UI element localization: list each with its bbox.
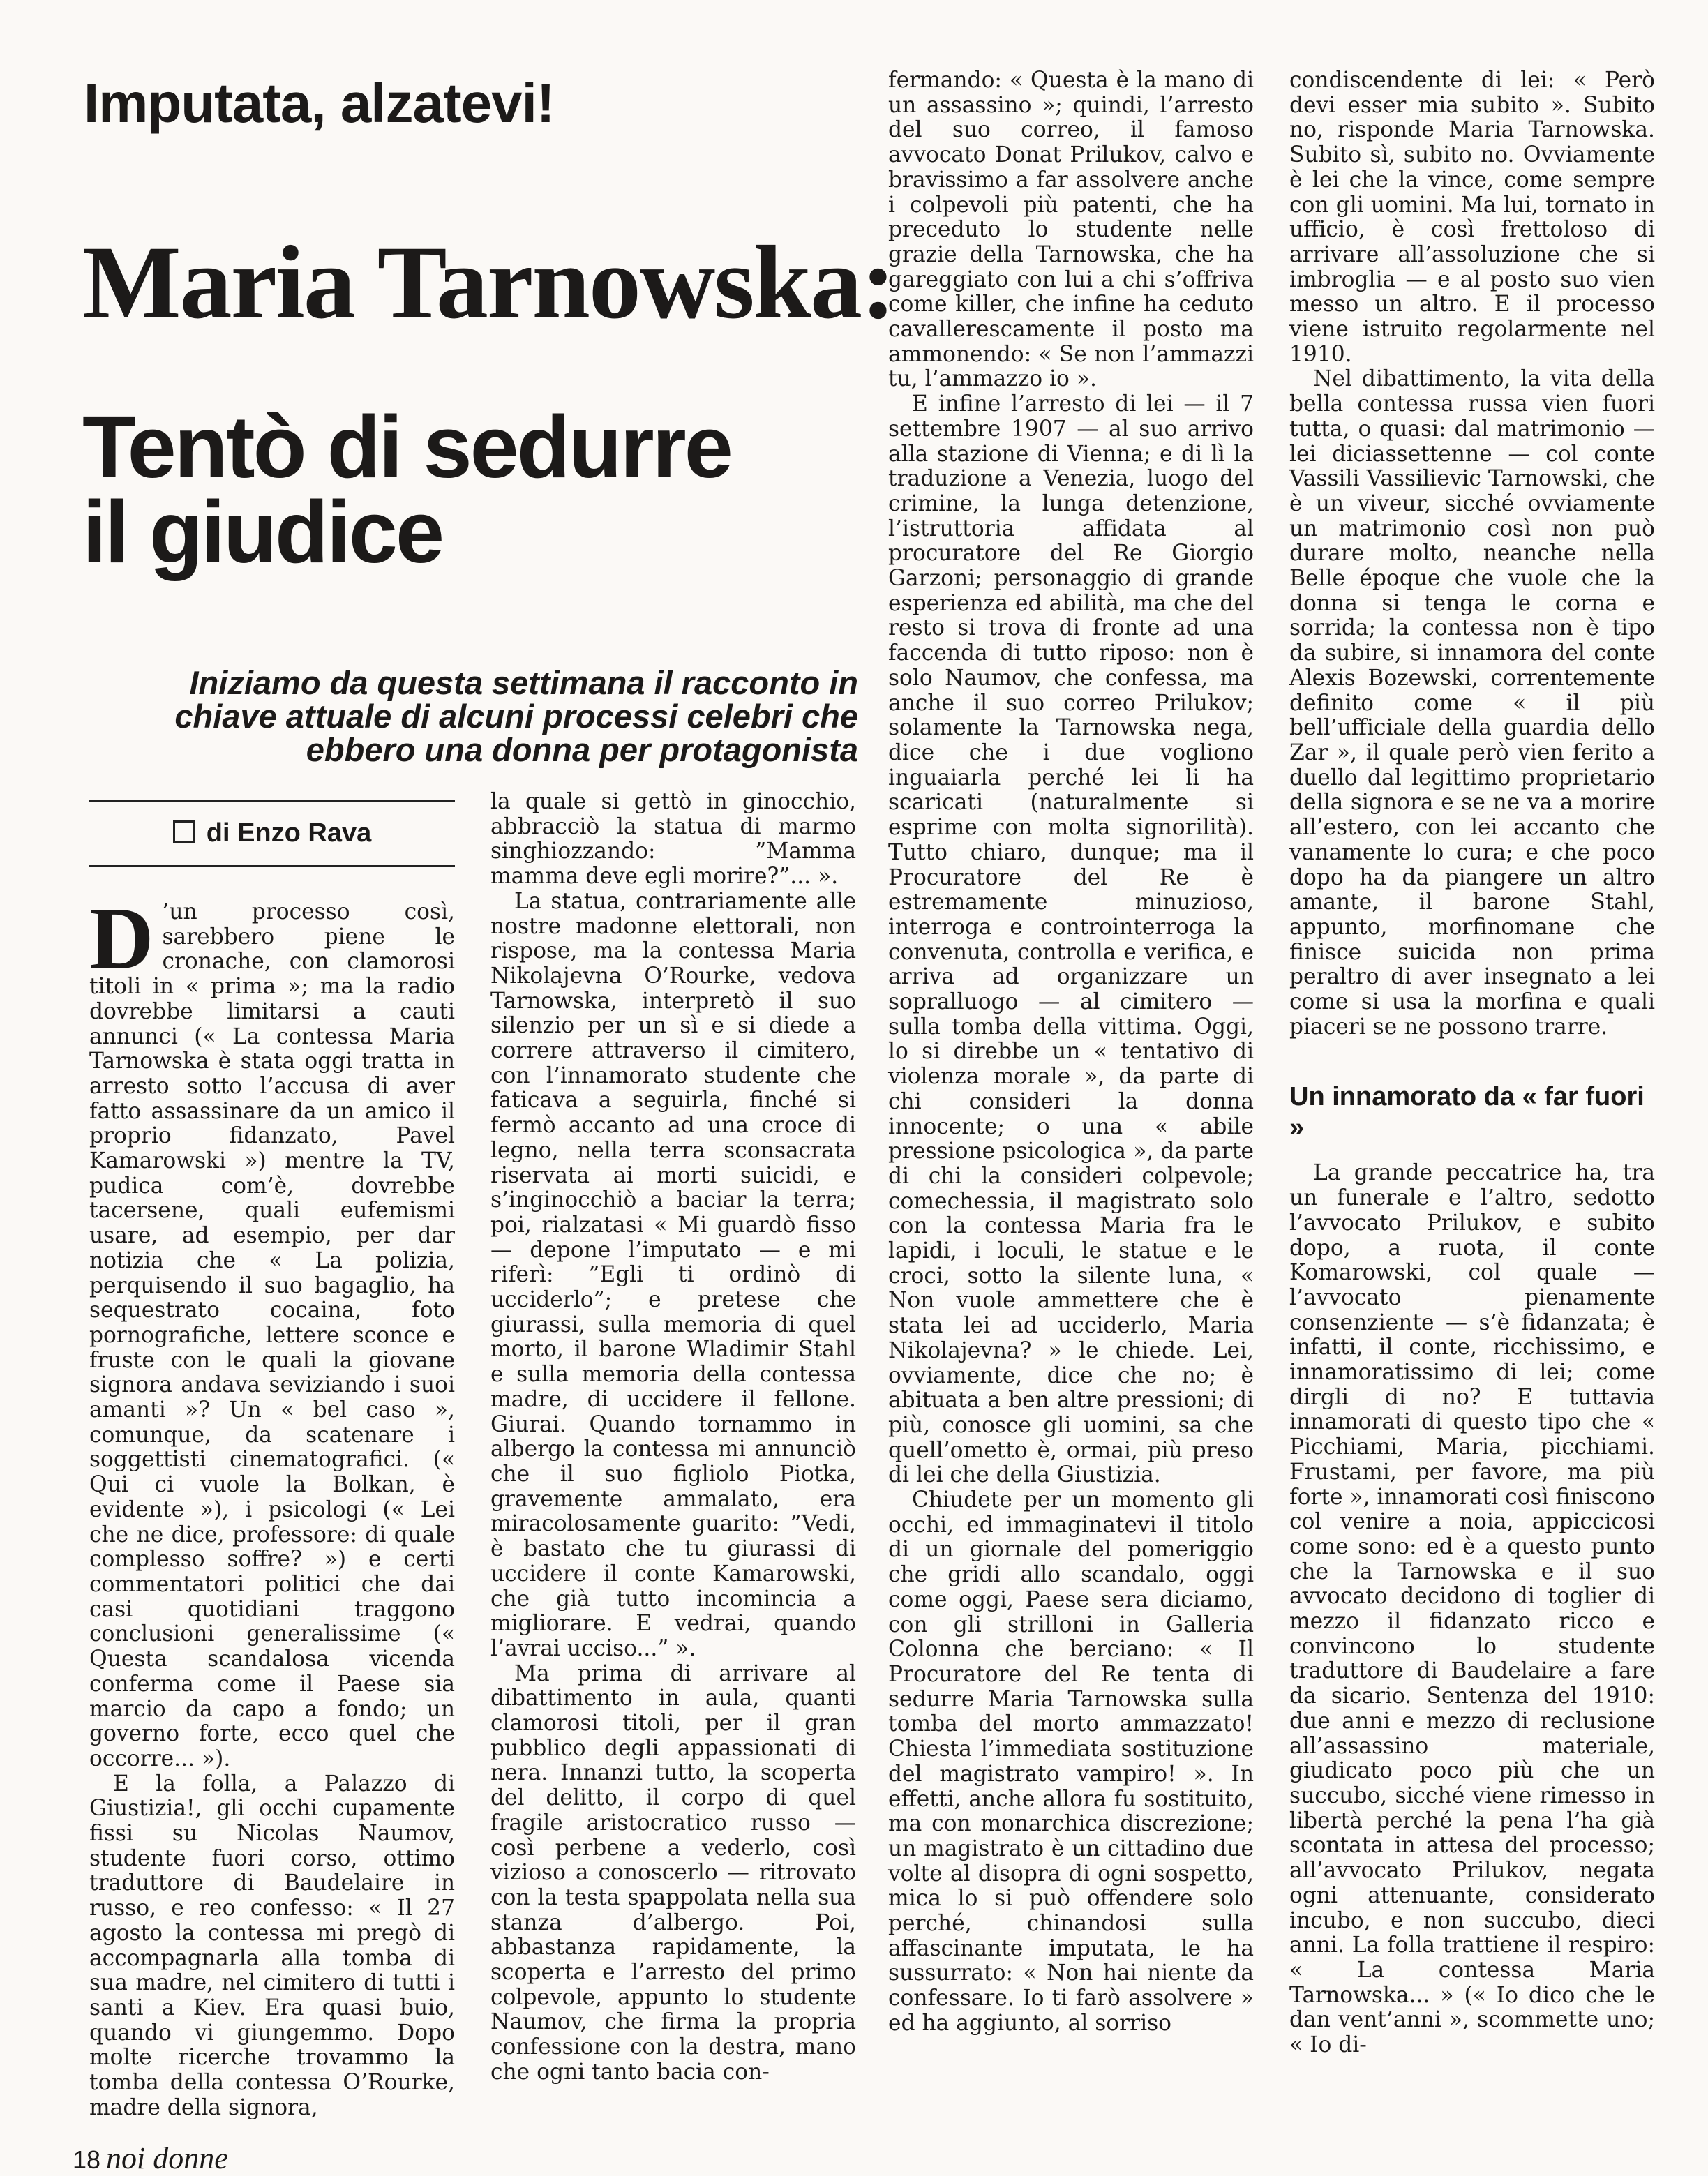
column-1: [89, 889, 455, 2120]
paragraph: [89, 889, 455, 1772]
column-3: [888, 68, 1254, 2036]
page-footer: [73, 2140, 228, 2176]
paragraph: E infine l’arresto di lei — il 7 settembre 1907 — al suo arrivo alla stazione di Vienna; e di lì la traduzione a Venezia, luogo del crimine, la lunga detenzione, l’istruttoria affidata al procuratore del Re Giorgio Garzoni; personaggio di grande esperienza ed abilità, ma che del resto si trova di fronte ad una faccenda di tutto riposo: non è solo Naumov, che confessa, ma anche il suo correo Prilukov; solamente la Tarnowska nega, dice che i due vogliono inguaiarla perché lei li ha scaricati (naturalmente si esprime con molta signorilità). Tutto chiaro, dunque; ma il Procuratore del Re è estremamente minuzioso, interroga e controinterroga la convenuta, controlla e verifica, e arriva ad organizzare un sopralluogo — al cimitero — sulla tomba della vittima. Oggi, lo si direbbe un « tentativo di violenza morale », da parte di chi consideri la donna innocente; o una « abile pressione psicologica », da parte di chi la consideri colpevole; comechessia, il magistrato solo con la contessa Maria fra le lapidi, i loculi, le statue e le croci, sotto la silente luna, « Non vuole ammettere che è stata lei ad ucciderlo, Maria Nikolajevna? » le chiede. Lei, ovviamente, dice che no; è abituata a ben altre pressioni; di più, conosce gli uomini, sa che quell’ometto è, ormai, più preso di lei che della Giustizia.: [888, 391, 1254, 1488]
section-heading: Un innamorato da « far fuori »: [1289, 1082, 1645, 1143]
byline-author: di Enzo Rava: [206, 818, 372, 848]
subtitle-line-1: Tentò di sedurre: [82, 398, 731, 496]
byline-rule-top: [89, 800, 455, 802]
page-number: 18: [73, 2145, 101, 2174]
column-4: [1289, 68, 1655, 2058]
byline: [89, 816, 455, 850]
paragraph: Nel dibattimento, la vita della bella contessa russa vien fuori tutta, o quasi: dal matrimonio — lei diciassettenne — col conte Vassili Vassilievic Tarnowski, che è un viveur, sicché ovviamente un matrimonio così non può durare molto, neanche nella Belle époque che vuole che la donna si tenga le corna e sorrida; la contessa non è tipo da subire, si innamora del conte Alexis Bozewski, correntemente definito come « il più bell’ufficiale della guardia dello Zar », il quale però vien ferito a duello dal legittimo proprietario della signora e se ne va a morire all’estero, con lei accanto che vanamente lo cura; e che poco dopo ha da piangere un altro amante, il barone Stahl, appunto, morfinomane che finisce suicida non prima peraltro di aver insegnato a lei come si usa la morfina e quali piaceri se ne possono trarre.: [1289, 366, 1655, 1040]
drop-cap: D: [89, 889, 154, 988]
magazine-name: noi donne: [106, 2141, 228, 2175]
kicker-headline: Imputata, alzatevi!: [84, 72, 555, 134]
paragraph: Chiudete per un momento gli occhi, ed immaginatevi il titolo di un giornale del pomeriggio che gridi allo scandalo, oggi come oggi, Paese sera diciamo, con gli strilloni in Galleria Colonna che berciano: « Il Procuratore del Re tenta di sedurre Maria Tarnowska sulla tomba del morto ammazzato! Chiesta l’immediata sostituzione del magistrato vampiro! ». In effetti, anche allora fu sostituito, ma con monarchica discrezione; un magistrato è un cittadino due volte al disopra di ogni sospetto, mica lo si può offendere solo perché, chinandosi sulla affascinante imputata, le ha sussurrato: « Non hai niente da confessare. Io ti farò assolvere » ed ha aggiunto, al sorriso: [888, 1487, 1254, 2036]
main-title: Maria Tarnowska:: [82, 225, 894, 340]
paragraph: La grande peccatrice ha, tra un funerale e l’altro, sedotto l’avvocato Prilukov, e subito dopo, a ruota, il conte Komarowski, col quale — l’avvocato pienamente consenziente — s’è fidanzata; è infatti, il conte, ricchissimo, e innamoratissimo di lei; come dirgli di no? E tuttavia innamorati di questo tipo che « Picchiami, Maria, picchiami. Frustami, per favore, ma più forte », innamorati così finiscono col venire a noia, appiccicosi come sono: ed è a questo punto che la Tarnowska e il suo avvocato decidono di toglier di mezzo il fidanzato ricco e convincono lo studente traduttore di Baudelaire a fare da sicario. Sentenza del 1910: due anni e mezzo di reclusione all’assassino materiale, giudicato poco più che un succubo, sicché viene rimesso in libertà perché la pena l’ha già scontata in attesa del processo; all’avvocato Prilukov, negata ogni attenuante, considerato incubo, e non succubo, dieci anni. La folla trattiene il respiro: « La contessa Maria Tarnowska... » (« Io dico che le dan vent’anni », scommette uno; « Io di-: [1289, 1160, 1655, 2058]
paragraph: Ma prima di arrivare al dibattimento in aula, quanti clamorosi titoli, per il gran pubblico degli appassionati di nera. Innanzi tutto, la scoperta del delitto, il corpo di quel fragile aristocratico russo — così perbene a vederlo, così vizioso a conoscerlo — ritrovato con la testa spappolata nella sua stanza d’albergo. Poi, abbastanza rapidamente, la scoperta e l’arresto del primo colpevole, appunto lo studente Naumov, che firma la propria confessione con la destra, mano che ogni tanto bacia con-: [490, 1660, 856, 2085]
paragraph: E la folla, a Palazzo di Giustizia!, gli occhi cupamente fissi su Nicolas Naumov, studente fuori corso, ottimo traduttore di Baudelaire in russo, e reo confesso: « Il 27 agosto la contessa mi pregò di accompagnarla alla tomba di sua madre, nel cimitero di tutti i santi a Kiev. Era quasi buio, quando vi giungemmo. Dopo molte ricerche trovammo la tomba della contessa O’Rourke, madre della signora,: [89, 1771, 455, 2120]
square-bullet-icon: [173, 820, 195, 843]
deck: Iniziamo da questa settimana il racconto in chiave attuale di alcuni processi celebri che ebbero una donna per protagonista: [174, 664, 858, 768]
paragraph-text: ’un processo così, sarebbero piene le cronache, con clamorosi titoli in « prima »; ma la radio dovrebbe limitarsi a cauti annunci (« La contessa Maria Tarnowska è stata oggi tratta in arresto sotto l’accusa di aver fatto assassinare da un amico il proprio fidanzato, Pavel Kamarowski ») mentre la TV, pudica com’è, dovrebbe tacersene, quali eufemismi usare, ad esempio, per dar notizia che « La polizia, perquisendo il suo bagaglio, ha sequestrato cocaina, foto pornografiche, lettere sconce e fruste con le quali la giovane signora andava seviziando i suoi amanti »? Un « bel caso », comunque, da scatenare i soggettisti cinematografici. (« Qui ci vuole la Bolkan, è evidente »), i psicologi (« Lei che ne dice, professore: di quale complesso soffre? ») e certi commentatori politici che dai casi quotidiani traggono conclusioni generalissime (« Questa scandalosa vicenda conferma come il Paese sia marcio da capo a fondo; un governo forte, ecco quel che occorre... »).: [89, 899, 455, 1771]
column-2: [490, 790, 856, 2085]
paragraph: fermando: « Questa è la mano di un assassino »; quindi, l’arresto del suo correo, il famoso avvocato Donat Prilukov, calvo e bravissimo a far assolvere anche i colpevoli più patenti, che ha preceduto lo studente nelle grazie della Tarnowska, che ha gareggiato con lui a chi s’offriva come killer, che infine ha ceduto cavallerescamente il posto ma ammonendo: « Se non l’ammazzi tu, l’ammazzo io ».: [888, 68, 1254, 392]
subtitle: [82, 398, 731, 581]
byline-rule-bottom: [89, 865, 455, 867]
paragraph: condiscendente di lei: « Però devi esser mia subito ». Subito no, risponde Maria Tarnowska. Subito sì, subito no. Ovviamente è lei che la vince, come sempre con gli uomini. Ma lui, tornato in ufficio, è così frettoloso di arrivare all’assoluzione che si imbroglia — e al posto suo vien messo un altro. E il processo viene istruito regolarmente nel 1910.: [1289, 68, 1655, 367]
paragraph: la quale si gettò in ginocchio, abbracciò la statua di marmo singhiozzando: ”Mamma mamma deve egli morire?”... ».: [490, 789, 856, 890]
subtitle-line-2: il giudice: [82, 483, 443, 581]
paragraph: La statua, contrariamente alle nostre madonne elettorali, non rispose, ma la contessa Maria Nikolajevna O’Rourke, vedova Tarnowska, interpretò il suo silenzio per un sì e si diede a correre attraverso il cimitero, con l’innamorato studente che faticava a seguirla, finché si fermò accanto ad una croce di legno, nella terra sconsacrata riservata ai morti suicidi, e s’inginocchiò a baciar la terra; poi, rialzatasi « Mi guardò fisso — depone l’imputato — e mi riferì: ”Egli ti ordinò di ucciderlo”; e pretese che giurassi, sulla memoria di quel morto, il barone Wladimir Stahl e sulla memoria della contessa madre, di uccidere il fellone. Giurai. Quando tornammo in albergo la contessa mi annunciò che il suo figliolo Piotka, gravemente ammalato, era miracolosamente guarito: ”Vedi, è bastato che tu giurassi di uccidere il conte Kamarowski, che già tutto incomincia a migliorare. E vedrai, quando l’avrai ucciso...” ».: [490, 888, 856, 1661]
